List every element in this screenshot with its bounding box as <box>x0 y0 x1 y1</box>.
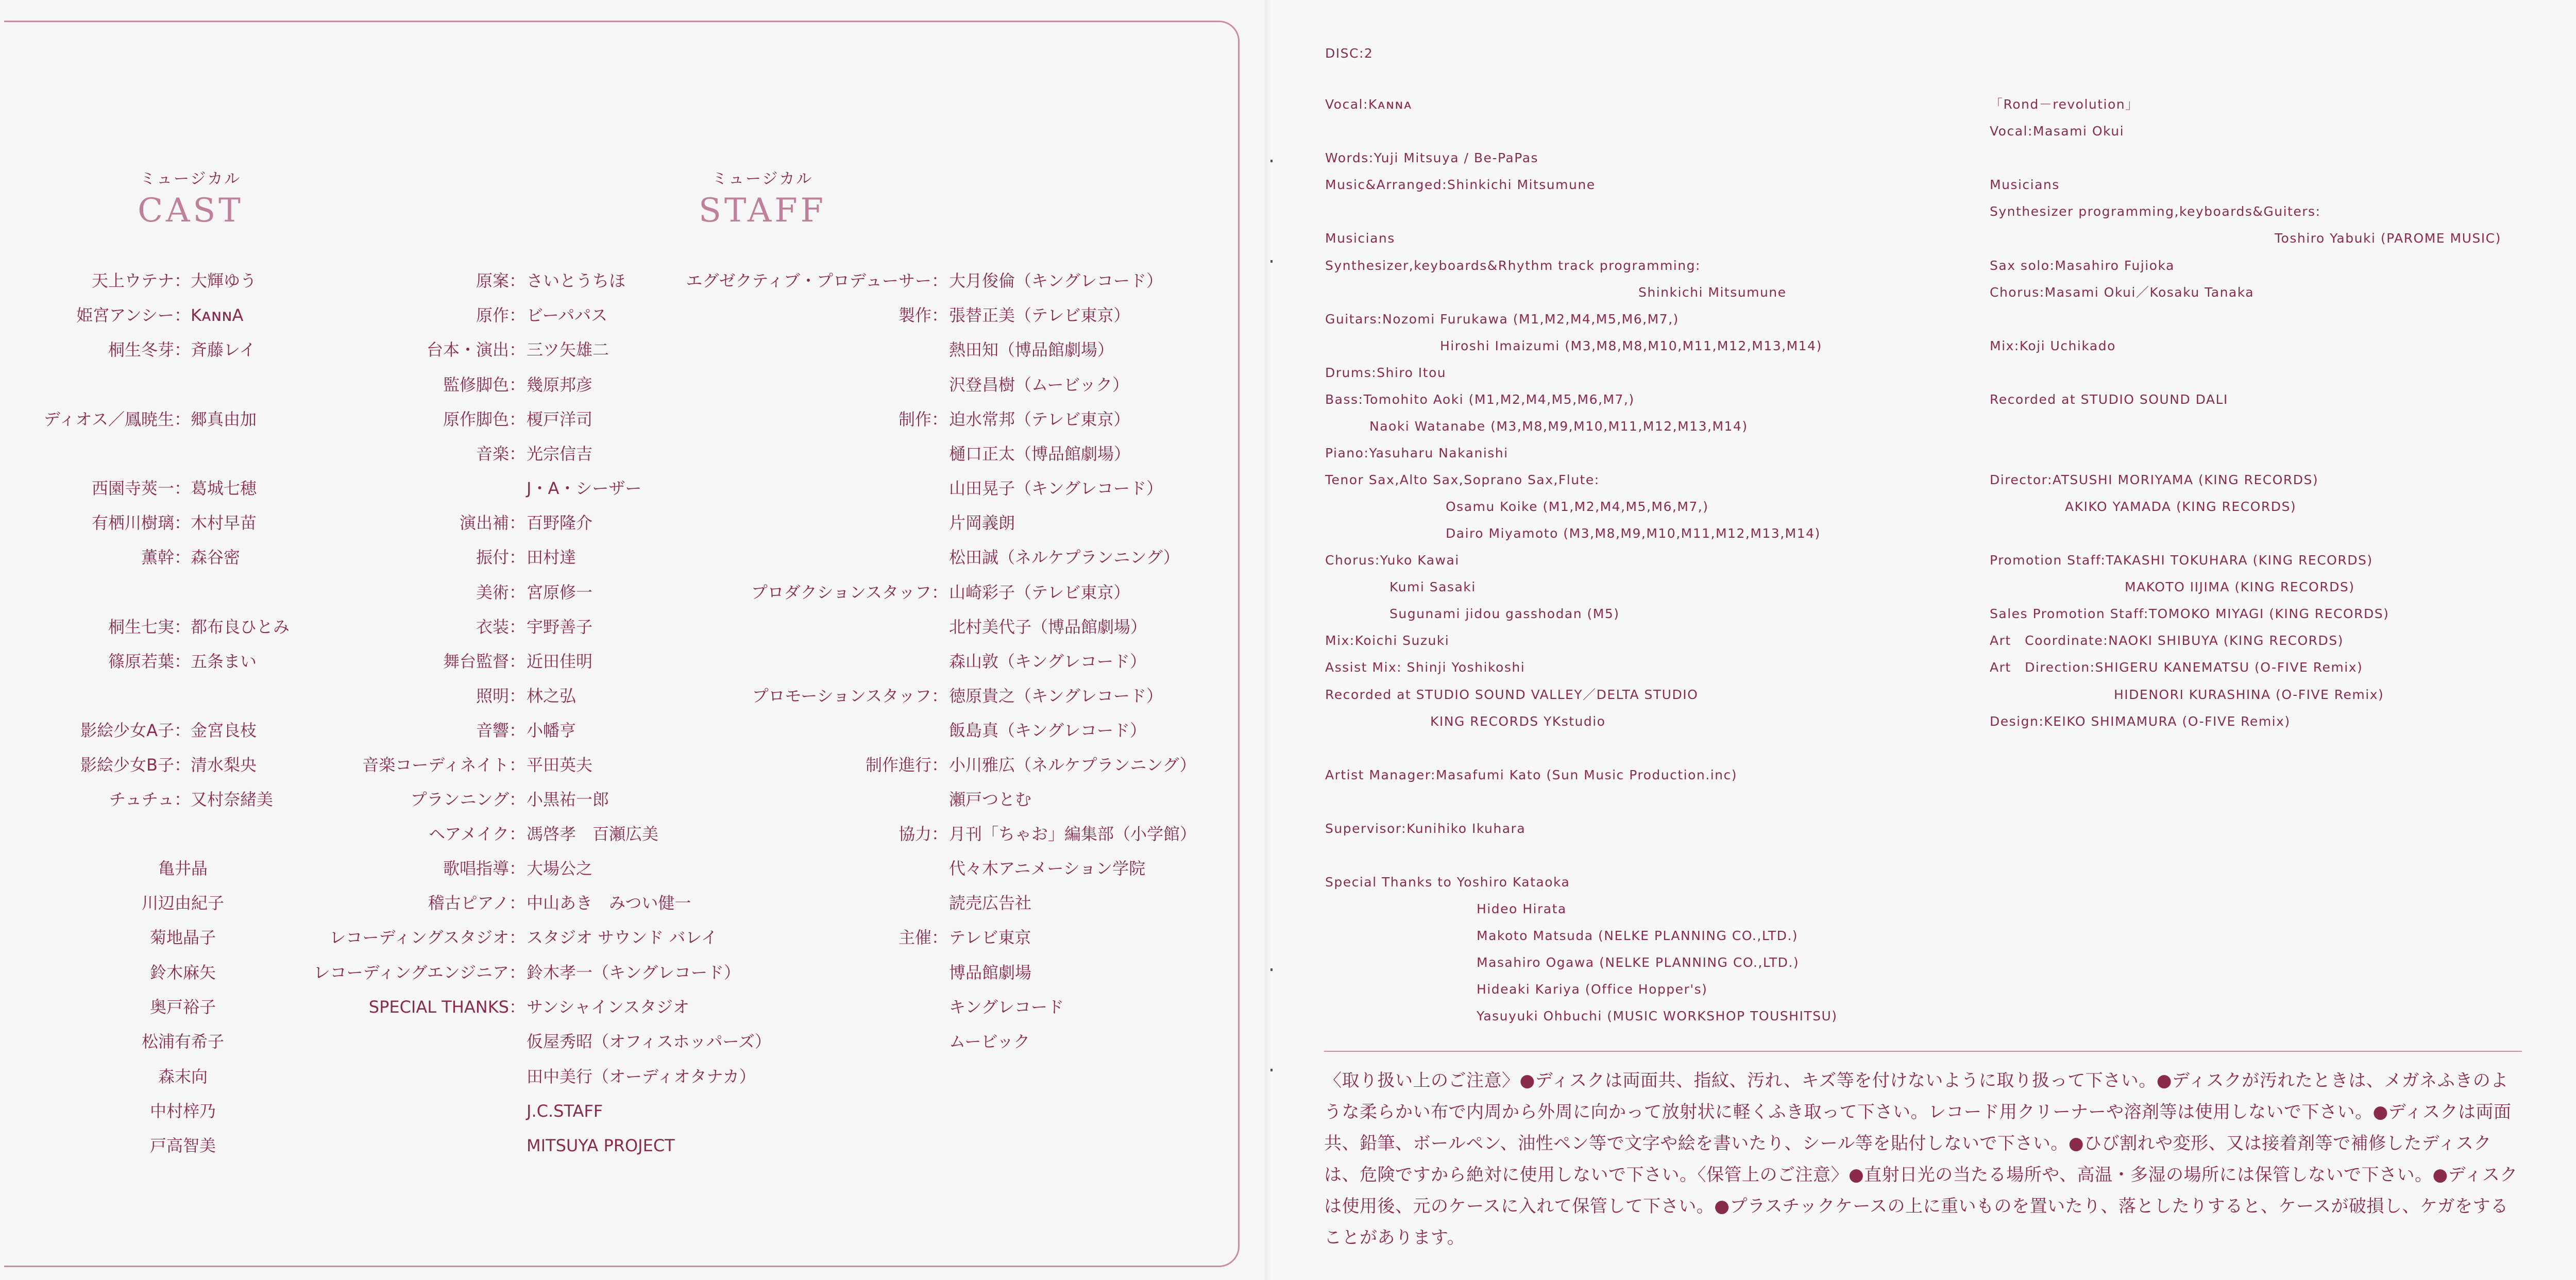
cast-actor: 郷真由加 <box>191 409 257 429</box>
cast-role: 篠原若葉： <box>108 652 191 671</box>
cast-actor: 金宮良枝 <box>191 721 257 740</box>
disc-label: DISC:2 <box>1325 46 1374 61</box>
staff-name: 読売広告社 <box>949 893 1032 913</box>
staff-name: テレビ東京 <box>949 928 1031 947</box>
cast-role: ディオス／鳳暁生： <box>43 409 191 429</box>
staff-name: 代々木アニメーション学院 <box>949 859 1146 878</box>
staff-name: 仮屋秀昭（オフィスホッパーズ） <box>527 1032 771 1051</box>
staff-role: 監修脚色： <box>443 375 526 395</box>
credit-words: Words:Yuji Mitsuya / Be-PaPas <box>1325 150 1539 165</box>
credit-musicians: Musicians <box>1325 231 1395 246</box>
staff-role: 制作： <box>898 409 948 429</box>
credit-thanks-2: Makoto Matsuda (NELKE PLANNING CO.,LTD.) <box>1477 928 1799 943</box>
staff-role: 台本・演出： <box>426 340 526 360</box>
staff-name: 博品館劇場 <box>949 963 1032 982</box>
staff-name: 片岡義朗 <box>949 513 1015 533</box>
ensemble-member: 奥戸裕子 <box>149 997 216 1017</box>
staff-role: プロダクションスタッフ： <box>751 583 948 602</box>
credit-r-sales: Sales Promotion Staff:TOMOKO MIYAGI (KING RECORDS) <box>1990 606 2389 621</box>
credit-r-art-direction-2: HIDENORI KURASHINA (O-FIVE Remix) <box>2114 687 2384 702</box>
credit-r-synth-name: Toshiro Yabuki (PAROME MUSIC) <box>2275 231 2501 246</box>
credit-thanks: Special Thanks to Yoshiro Kataoka <box>1325 875 1570 890</box>
credit-drums: Drums:Shiro Itou <box>1325 365 1447 380</box>
staff-name: 田中美行（オーディオタナカ） <box>527 1067 756 1086</box>
cast-role: 西園寺莢一： <box>91 479 191 498</box>
credit-r-director-2: AKIKO YAMADA (KING RECORDS) <box>2065 499 2297 514</box>
cast-actor: 葛城七穂 <box>191 479 257 498</box>
credit-r-recorded: Recorded at STUDIO SOUND DALI <box>1990 392 2228 407</box>
cast-actor: 森谷密 <box>191 548 241 567</box>
credit-recorded-2: KING RECORDS YKstudio <box>1430 714 1606 729</box>
credit-r-mix: Mix:Koji Uchikado <box>1990 338 2116 353</box>
staff-name: 大月俊倫（キングレコード） <box>949 271 1163 291</box>
cast-role: チュチュ： <box>109 790 191 809</box>
staff-name: 沢登昌樹（ムービック） <box>949 375 1129 395</box>
cast-actor: 又村奈緒美 <box>191 790 274 809</box>
handling-notice: 〈取り扱い上のご注意〉●ディスクは両面共、指紋、汚れ、キズ等を付けないように取り扱って下さい。●ディスクが汚れたときは、メガネふきのような柔らかい布で内周から外周に向かって放射状に軽くふき取って下さい。レコード用クリーナーや溶剤等は使用しないで下さい。●ディスクは両面共、鉛筆、ボールペン、油性ペン等で文字や絵を書いたり、シール等を貼付しないで下さい。●ひび割れや変形、又は接着剤等で補修したディスクは、危険ですから絶対に使用しないで下さい。〈保管上のご注意〉●直射日光の当たる場所や、高温・多湿の場所には保管しないで下さい。●ディスクは使用後、元のケースに入れて保管して下さい。●プラスチックケースの上に重いものを置いたり、落としたりすると、ケースが破損し、ケガをすることがあります。 <box>1324 1070 2518 1248</box>
credit-sax: Tenor Sax,Alto Sax,Soprano Sax,Flute: <box>1325 472 1600 487</box>
credit-chorus: Chorus:Yuko Kawai <box>1325 553 1460 568</box>
ensemble-member: 松浦有希子 <box>141 1032 224 1051</box>
staff-name: さいとうちほ <box>527 271 626 291</box>
staff-name: 森山敦（キングレコード） <box>949 652 1147 671</box>
staff-heading-big: STAFF <box>698 192 827 230</box>
cast-actor: 木村早苗 <box>191 513 257 533</box>
staff-name: 飯島真（キングレコード） <box>949 721 1147 740</box>
staff-heading-small: ミュージカル <box>711 170 814 188</box>
staff-name: 幾原邦彦 <box>527 375 593 395</box>
ensemble-member: 鈴木麻矢 <box>149 963 216 982</box>
credit-thanks-5: Yasuyuki Ohbuchi (MUSIC WORKSHOP TOUSHITSU) <box>1477 1009 1838 1023</box>
staff-name: 小川雅広（ネルケプランニング） <box>949 755 1196 775</box>
credit-r-promotion: Promotion Staff:TAKASHI TOKUHARA (KING RECORDS) <box>1990 553 2373 568</box>
cast-role: 影絵少女B子： <box>80 755 191 775</box>
credit-sax-1: Osamu Koike (M1,M2,M4,M5,M6,M7,) <box>1446 499 1709 514</box>
cast-heading-small: ミュージカル <box>140 170 242 188</box>
staff-name: 三ツ矢雄二 <box>527 340 609 360</box>
staff-role: レコーディングスタジオ： <box>329 928 526 947</box>
staff-name: 馮啓孝 百瀬広美 <box>527 824 659 844</box>
staff-role: SPECIAL THANKS： <box>368 997 526 1017</box>
staff-role: ヘアメイク： <box>429 824 526 844</box>
credit-assist-mix: Assist Mix: Shinji Yoshikoshi <box>1325 660 1526 675</box>
credit-synth: Synthesizer,keyboards&Rhythm track programming: <box>1325 258 1701 273</box>
staff-name: ビーパパス <box>527 305 608 325</box>
staff-role: 衣装： <box>476 617 526 637</box>
staff-name: ムービック <box>949 1032 1030 1051</box>
credit-r-musicians: Musicians <box>1990 177 2060 192</box>
staff-name: 近田佳明 <box>527 652 593 671</box>
ensemble-member: 亀井晶 <box>158 859 208 878</box>
credit-r-promotion-2: MAKOTO IIJIMA (KING RECORDS) <box>2125 579 2355 594</box>
staff-name: 小黒祐一郎 <box>527 790 609 809</box>
ensemble-member: 菊地晶子 <box>149 928 216 947</box>
credit-guitars-2: Hiroshi Imaizumi (M3,M8,M8,M10,M11,M12,M13,M14) <box>1440 338 1822 353</box>
staff-role: 制作進行： <box>865 755 948 775</box>
staff-name: 榎戸洋司 <box>527 409 593 429</box>
cast-role: 姫宮アンシー： <box>76 305 191 325</box>
credit-r-chorus: Chorus:Masami Okui／Kosaku Tanaka <box>1990 285 2255 300</box>
staff-role: 協力： <box>898 824 948 844</box>
cast-role: 影絵少女A子： <box>80 721 191 740</box>
staff-name: 熱田知（博品館劇場） <box>949 340 1114 360</box>
staff-name: キングレコード <box>949 997 1064 1017</box>
staff-role: 音楽： <box>476 444 526 464</box>
staff-name: 百野隆介 <box>527 513 593 533</box>
credit-r-art-direction: Art Direction:SHIGERU KANEMATSU (O-FIVE Remix) <box>1990 660 2363 675</box>
staff-role: 音楽コーディネイト： <box>362 755 526 775</box>
staff-name: 宇野善子 <box>527 617 593 637</box>
credit-track: 「Rond－revolution」 <box>1990 97 2139 112</box>
staff-name: 山崎彩子（テレビ東京） <box>949 583 1130 602</box>
credit-vocal: Vocal:Kᴀɴɴᴀ <box>1325 97 1413 112</box>
cast-heading-big: CAST <box>138 192 244 230</box>
credit-recorded: Recorded at STUDIO SOUND VALLEY／DELTA STUDIO <box>1325 687 1699 702</box>
staff-role: レコーディングエンジニア： <box>313 963 526 982</box>
staff-role: プランニング： <box>410 790 526 809</box>
cast-actor: 斉藤レイ <box>191 340 256 360</box>
staff-role: プロモーションスタッフ： <box>752 686 948 706</box>
staff-name: 樋口正太（博品館劇場） <box>949 444 1131 464</box>
credit-chorus-3: Sugunami jidou gasshodan (M5) <box>1389 606 1620 621</box>
cast-actor: KᴀɴɴA <box>191 305 244 325</box>
cast-actor: 五条まい <box>191 652 257 671</box>
staff-name: 鈴木孝一（キングレコード） <box>527 963 741 982</box>
staff-role: 美術： <box>476 583 526 602</box>
cast-actor: 大輝ゆう <box>191 271 257 291</box>
staff-role: 歌唱指導： <box>443 859 526 878</box>
staff-role: 演出補： <box>459 513 526 533</box>
staff-name: 平田英夫 <box>527 755 593 775</box>
staff-name: MITSUYA PROJECT <box>527 1136 675 1155</box>
ensemble-member: 川辺由紀子 <box>141 893 224 913</box>
credit-guitars-1: Guitars:Nozomi Furukawa (M1,M2,M4,M5,M6,M7,) <box>1325 312 1679 327</box>
staff-role: 主催： <box>898 928 948 947</box>
staff-name: スタジオ サウンド バレイ <box>527 928 718 947</box>
credit-thanks-4: Hideaki Kariya (Office Hopper's) <box>1477 982 1708 997</box>
staff-name: 山田晃子（キングレコード） <box>949 479 1163 498</box>
staff-name: 光宗信吉 <box>527 444 593 464</box>
staff-role: 舞台監督： <box>443 652 526 671</box>
staff-heading <box>685 166 840 230</box>
credit-synth-name: Shinkichi Mitsumune <box>1638 285 1787 300</box>
credit-bass-2: Naoki Watanabe (M3,M8,M9,M10,M11,M12,M13,M14) <box>1369 419 1748 434</box>
credit-thanks-3: Masahiro Ogawa (NELKE PLANNING CO.,LTD.) <box>1477 955 1800 970</box>
staff-name: 宮原修一 <box>527 583 593 602</box>
staff-name: サンシャインスタジオ <box>527 997 690 1017</box>
cast-role: 薫幹： <box>141 548 191 567</box>
staff-name: 迫水常邦（テレビ東京） <box>949 409 1130 429</box>
cast-role: 桐生冬芽： <box>108 340 191 360</box>
cast-heading <box>113 166 268 230</box>
credit-artist-manager: Artist Manager:Masafumi Kato (Sun Music Production.inc) <box>1325 767 1737 782</box>
staff-role: 稽古ピアノ： <box>428 893 526 913</box>
staff-name: 田村達 <box>527 548 577 567</box>
ensemble-member: 森末向 <box>158 1067 208 1086</box>
staff-name: 張替正美（テレビ東京） <box>949 305 1130 325</box>
left-page <box>0 0 1273 1280</box>
credit-r-art-coordinate: Art Coordinate:NAOKI SHIBUYA (KING RECORDS) <box>1990 633 2344 648</box>
staff-role: 原作： <box>476 305 526 325</box>
staff-role: 原案： <box>476 271 526 291</box>
credit-chorus-2: Kumi Sasaki <box>1389 579 1476 594</box>
staff-role: 照明： <box>476 686 526 706</box>
staff-role: 音響： <box>476 721 526 740</box>
staff-name: J.C.STAFF <box>527 1101 603 1121</box>
staff-name: 松田誠（ネルケプランニング） <box>949 548 1180 567</box>
credit-thanks-1: Hideo Hirata <box>1477 901 1567 916</box>
credit-r-synth: Synthesizer programming,keyboards&Guiters: <box>1990 204 2321 219</box>
credit-r-design: Design:KEIKO SHIMAMURA (O-FIVE Remix) <box>1990 714 2291 729</box>
cast-role: 桐生七実： <box>108 617 191 637</box>
cast-actor: 清水梨央 <box>191 755 257 775</box>
credit-r-vocal: Vocal:Masami Okui <box>1990 124 2125 139</box>
staff-role: 製作： <box>898 305 948 325</box>
ensemble-member: 戸高智美 <box>149 1136 216 1155</box>
staff-role: 原作脚色： <box>443 409 526 429</box>
credit-r-director: Director:ATSUSHI MORIYAMA (KING RECORDS) <box>1990 472 2319 487</box>
ensemble-member: 中村梓乃 <box>149 1101 216 1121</box>
staff-role: 振付： <box>476 548 526 567</box>
credit-music: Music&Arranged:Shinkichi Mitsumune <box>1325 177 1596 192</box>
credit-mix: Mix:Koichi Suzuki <box>1325 633 1450 648</box>
staff-name: 月刊「ちゃお」編集部（小学館） <box>949 824 1197 844</box>
credit-supervisor: Supervisor:Kunihiko Ikuhara <box>1325 821 1526 836</box>
staff-name: 徳原貴之（キングレコード） <box>949 686 1163 706</box>
credit-sax-2: Dairo Miyamoto (M3,M8,M9,M10,M11,M12,M13,M14) <box>1446 526 1821 541</box>
notice-divider <box>1324 1051 2522 1052</box>
staff-name: 大場公之 <box>527 859 593 878</box>
credit-piano: Piano:Yasuharu Nakanishi <box>1325 446 1509 460</box>
staff-name: 小幡亨 <box>527 721 577 740</box>
cast-role: 天上ウテナ： <box>91 271 191 291</box>
staff-role: エグゼクティブ・プロデューサー： <box>686 271 948 291</box>
credit-bass-1: Bass:Tomohito Aoki (M1,M2,M4,M5,M6,M7,) <box>1325 392 1635 407</box>
staff-name: 瀬戸つとむ <box>949 790 1032 809</box>
cast-actor: 都布良ひとみ <box>191 617 290 637</box>
staff-name: J・A・シーザー <box>527 479 642 498</box>
credit-r-sax: Sax solo:Masahiro Fujioka <box>1990 258 2175 273</box>
staff-name: 林之弘 <box>527 686 577 706</box>
staff-name: 北村美代子（博品館劇場） <box>949 617 1147 637</box>
cast-role: 有栖川樹璃： <box>91 513 191 533</box>
staff-name: 中山あき みつい健一 <box>527 893 691 913</box>
